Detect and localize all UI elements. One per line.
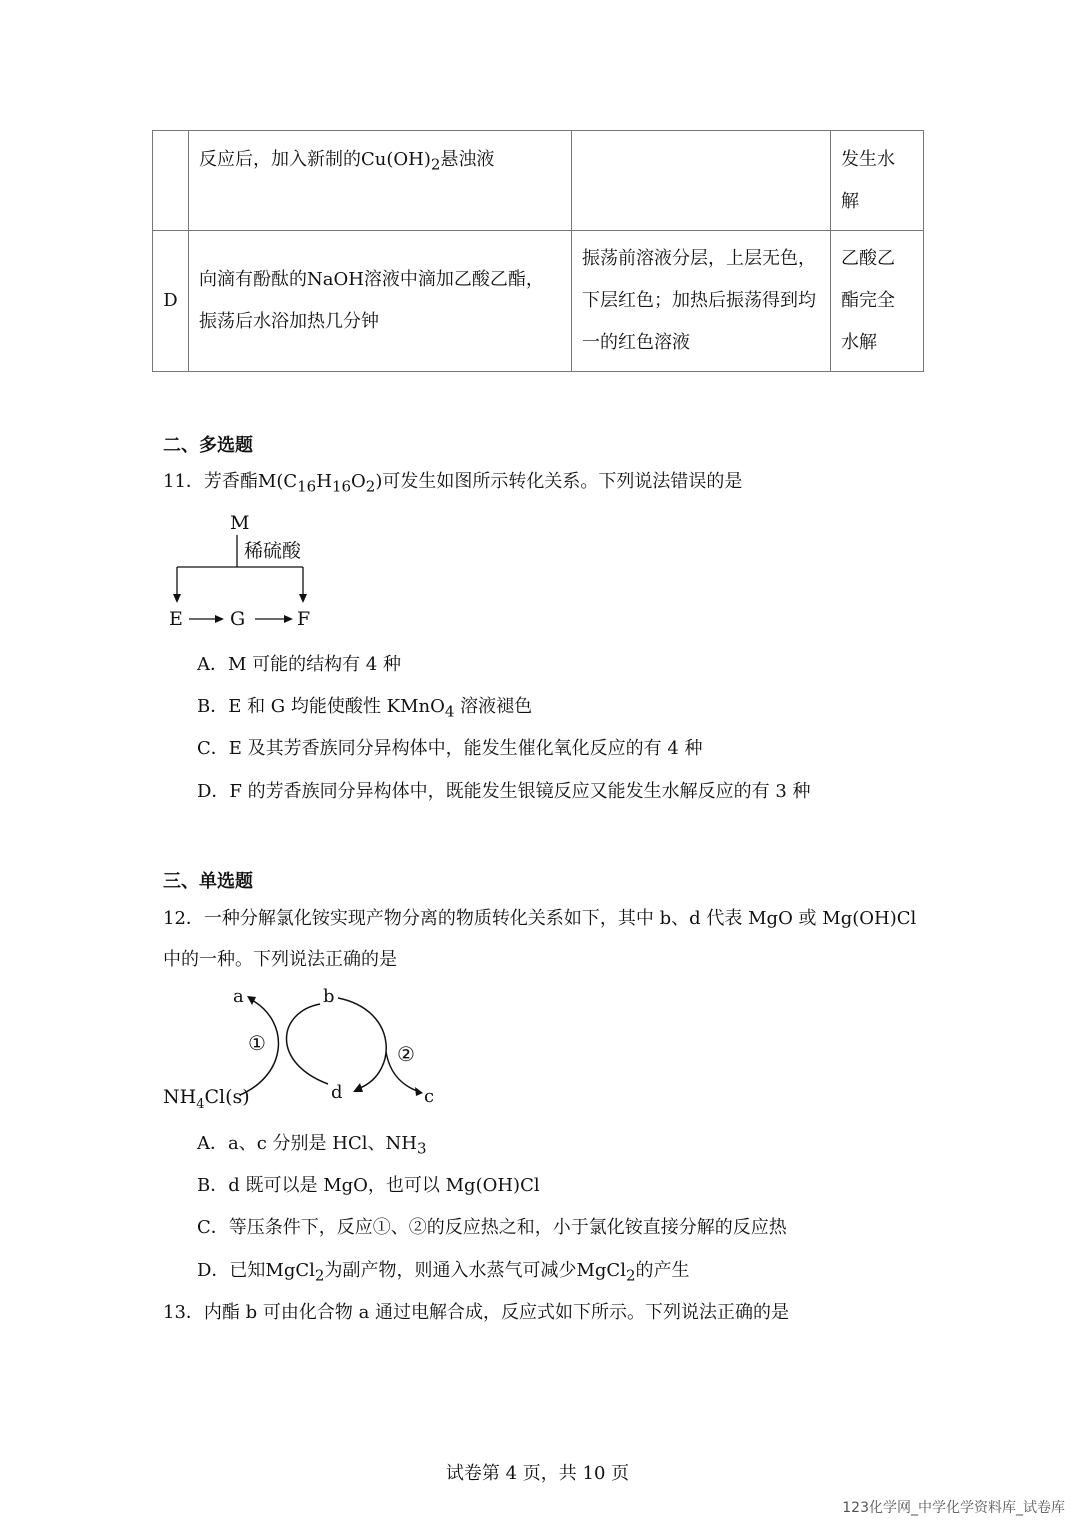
q11-option-c: C．E 及其芳香族同分异构体中，能发生催化氧化反应的有 4 种 (197, 738, 703, 759)
page-footer: 试卷第 4 页，共 10 页 (445, 1463, 630, 1484)
q12-option-d: D．已知MgCl$_2$为副产物，则通入水蒸气可减少MgCl$_2$的产生 (197, 1260, 690, 1285)
reagent-label: 稀硫酸 (244, 540, 302, 562)
table-cell-conclusion: 发生水 解 (831, 131, 924, 231)
conversion-diagram-q11 (160, 505, 330, 635)
section-heading-multi: 二、多选题 (163, 435, 253, 456)
question-12-stem-line2: 中的一种。下列说法正确的是 (163, 949, 397, 970)
table-cell-operation: 向滴有酚酞的NaOH溶液中滴加乙酸乙酯， 振荡后水浴加热几分钟 (189, 231, 572, 372)
node-c: c (424, 1086, 435, 1107)
node-b: b (323, 986, 335, 1007)
question-13-stem: 13．内酯 b 可由化合物 a 通过电解合成，反应式如下所示。下列说法正确的是 (163, 1302, 790, 1323)
q11-option-b: B．E 和 G 均能使酸性 KMnO$_4$ 溶液褪色 (197, 696, 533, 721)
step-1-label: ① (248, 1031, 266, 1055)
step-2-label: ② (397, 1042, 415, 1066)
node-m: M (230, 512, 250, 534)
section-heading-single: 三、单选题 (163, 871, 253, 892)
question-11-stem: 11．芳香酯$M(C_{16}H_{16}O_2)$可发生如图所示转化关系。下列说法错误的是 (163, 471, 743, 496)
node-e: E (169, 608, 183, 630)
q11-option-d: D．F 的芳香族同分异构体中，既能发生银镜反应又能发生水解反应的有 3 种 (197, 781, 811, 802)
node-nh4cl: $NH_4Cl(s)$ (163, 1086, 250, 1112)
q12-option-c: C．等压条件下，反应①、②的反应热之和，小于氯化铵直接分解的反应热 (197, 1217, 787, 1238)
experiment-table (152, 130, 924, 372)
node-a: a (233, 986, 244, 1007)
table-cell-phenomenon: 振荡前溶液分层，上层无色， 下层红色；加热后振荡得到均 一的红色溶液 (572, 231, 831, 372)
table-cell-label: D (153, 231, 189, 372)
node-g: G (230, 608, 246, 630)
table-cell-phenomenon (572, 131, 831, 231)
node-d: d (331, 1082, 343, 1103)
q11-option-a: A．M 可能的结构有 4 种 (197, 654, 402, 675)
table-cell-conclusion: 乙酸乙 酯完全 水解 (831, 231, 924, 372)
q12-option-b: B．d 既可以是 MgO，也可以 Mg(OH)Cl (197, 1175, 540, 1196)
q12-option-a: A．a、c 分别是 HCl、$NH_3$ (197, 1133, 427, 1158)
table-cell-label (153, 131, 189, 231)
watermark-text: 123化学网_中学化学资料库_试卷库 (842, 1500, 1065, 1516)
table-cell-operation: 反应后，加入新制的$Cu(OH)_2$悬浊液 (189, 131, 572, 231)
node-f: F (297, 608, 311, 630)
conversion-diagram-q12 (160, 982, 450, 1112)
question-12-stem-line1: 12．一种分解氯化铵实现产物分离的物质转化关系如下，其中 b、d 代表 MgO 或 Mg(OH)Cl (163, 908, 917, 929)
